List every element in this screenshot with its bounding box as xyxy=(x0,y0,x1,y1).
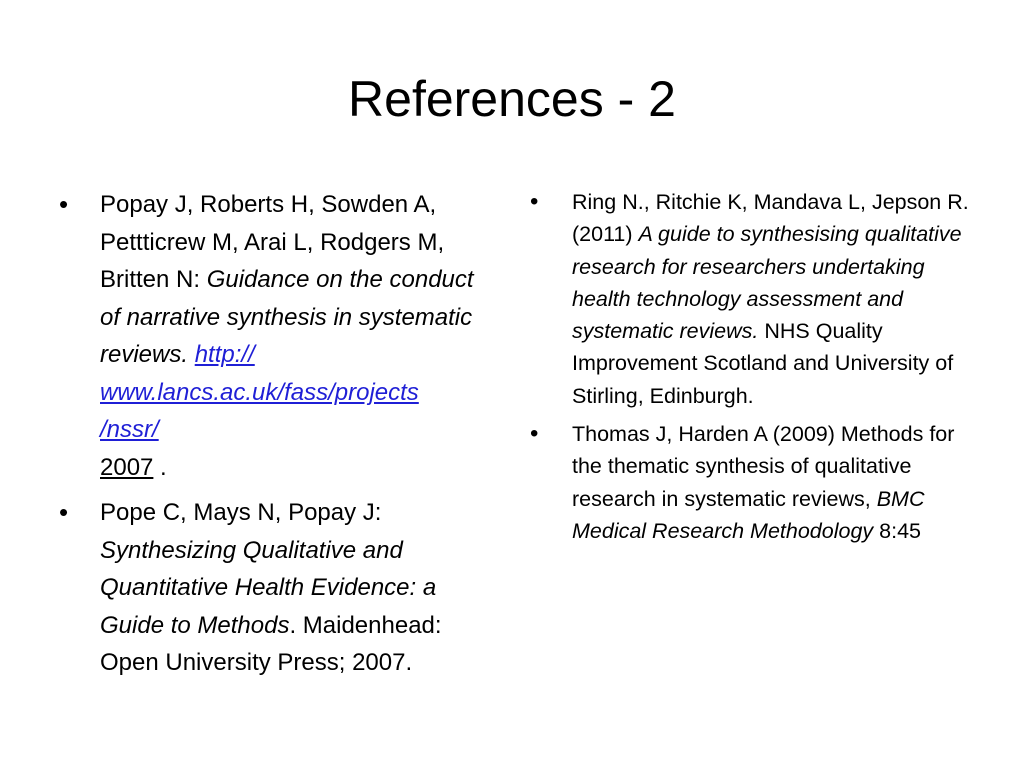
bullet-icon: • xyxy=(530,188,539,215)
reference-authors: Popay J, Roberts H, Sowden A, Pettticrew M, Arai L, Rodgers M, Britten N: xyxy=(100,191,445,293)
reference-pope xyxy=(56,494,496,682)
reference-volume: 8:45 xyxy=(873,518,921,543)
slide-title: References - 2 xyxy=(348,71,676,127)
bullet-icon: • xyxy=(59,497,69,527)
reference-text xyxy=(572,186,978,412)
reference-authors: Pope C, Mays N, Popay J: xyxy=(100,499,382,526)
reference-title: A guide to synthesising qualitative research for researchers undertaking health technology assessment and systematic reviews. xyxy=(572,222,962,344)
reference-text xyxy=(100,494,496,682)
references-right-column xyxy=(528,186,978,547)
reference-thomas xyxy=(528,418,978,547)
reference-journal: BMC Medical Research Methodology xyxy=(572,486,925,543)
reference-link[interactable]: http:// xyxy=(194,341,255,368)
reference-ring xyxy=(528,186,978,412)
reference-publisher: . Maidenhead: Open University Press; 2007. xyxy=(100,611,442,676)
references-left-column xyxy=(56,186,496,682)
bullet-icon: • xyxy=(530,420,539,448)
reference-text xyxy=(572,418,978,547)
reference-title: Guidance on the conduct of narrative synthesis in systematic reviews. xyxy=(100,266,474,368)
reference-title: Synthesizing Qualitative and Quantitative Health Evidence: a Guide to Methods xyxy=(100,536,437,639)
reference-year-suffix: . xyxy=(153,453,167,481)
reference-publisher: NHS Quality Improvement Scotland and University of Stirling, Edinburgh. xyxy=(572,319,954,408)
reference-year-link[interactable]: 2007 xyxy=(100,453,154,481)
reference-authors: Thomas J, Harden A (2009) Methods for the thematic synthesis of qualitative research in systematic reviews, xyxy=(572,422,955,511)
reference-popay xyxy=(56,186,496,486)
reference-authors: Ring N., Ritchie K, Mandava L, Jepson R. (2011) xyxy=(572,190,969,247)
reference-link-path-end[interactable]: /nssr/ xyxy=(100,416,159,443)
bullet-icon: • xyxy=(59,189,69,219)
reference-text xyxy=(100,186,496,486)
reference-link-path[interactable]: www.lancs.ac.uk/fass/projects xyxy=(100,378,419,406)
